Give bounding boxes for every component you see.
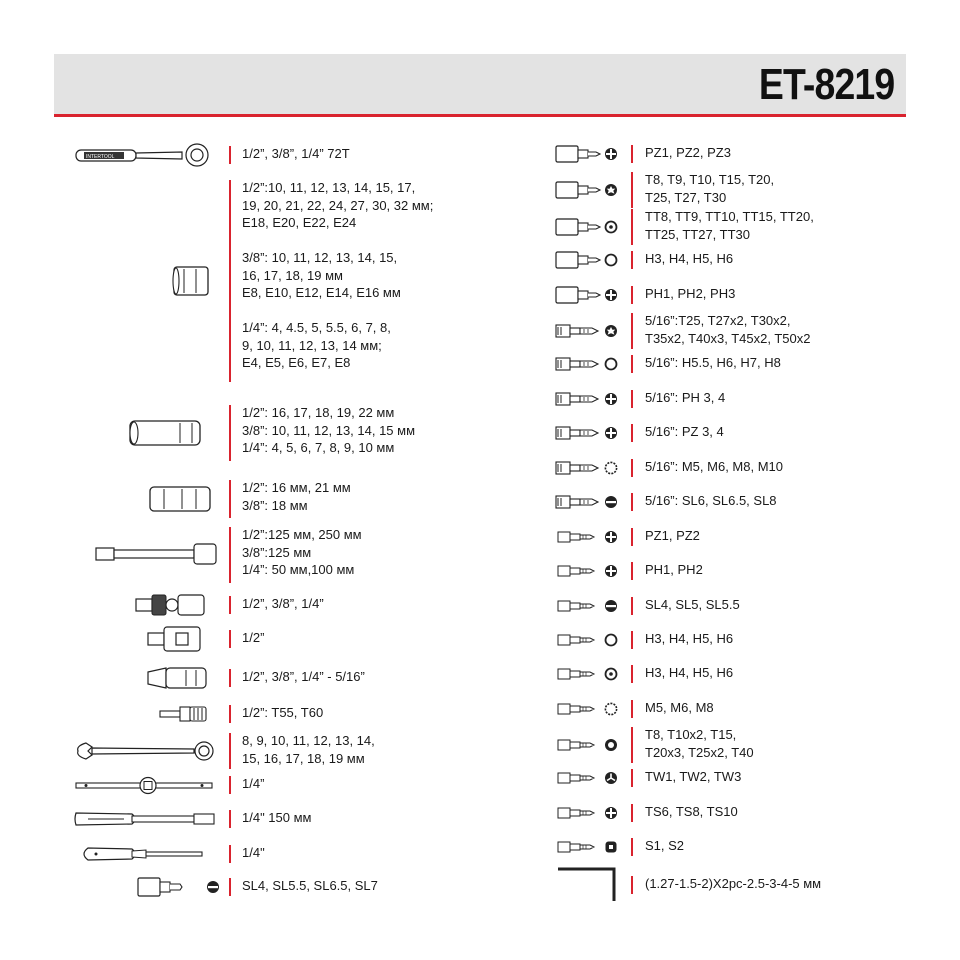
hex-hole-small-bit-icon [554, 663, 624, 685]
deep-socket-icon [112, 415, 222, 451]
tool-spec-text: 5/16”: M5, M6, M8, M10 [645, 459, 783, 474]
tri-wing-bit-icon [554, 767, 624, 789]
tool-spec-text: TS6, TS8, TS10 [645, 804, 738, 819]
tool-spec-text: TT8, TT9, TT10, TT15, TT20, TT25, TT27, TT30 [645, 209, 814, 242]
red-divider [229, 669, 231, 687]
red-divider [631, 355, 633, 373]
tool-spec-text: H3, H4, H5, H6 [645, 631, 734, 646]
red-divider [631, 838, 633, 856]
socket-icon [162, 261, 222, 301]
tool-spec-text: 1/4” [242, 776, 265, 791]
flex-screwdriver-icon [72, 842, 222, 866]
header-bar [54, 54, 906, 117]
ph-bit-socket-icon [554, 284, 624, 306]
red-divider [229, 845, 231, 863]
red-divider [631, 493, 633, 511]
red-divider [631, 769, 633, 787]
bit-holder-icon [152, 704, 222, 724]
tool-spec-text: PZ1, PZ2 [645, 528, 700, 543]
screwdriver-handle-icon [72, 807, 222, 831]
red-divider [631, 665, 633, 683]
t-handle-icon [72, 774, 222, 796]
tamper-torx-bit-socket-icon [554, 216, 624, 238]
tool-spec-text: 5/16”: PZ 3, 4 [645, 424, 724, 439]
red-divider [229, 146, 231, 164]
pz-small-bit-icon [554, 526, 624, 548]
tool-spec-text: 1/2” [242, 630, 265, 645]
tool-spec-text: 5/16”: H5.5, H6, H7, H8 [645, 355, 781, 370]
red-divider [631, 424, 633, 442]
red-divider [229, 405, 231, 461]
red-divider [631, 700, 633, 718]
red-divider [631, 631, 633, 649]
sl-small-bit-icon [554, 595, 624, 617]
slotted-bit-socket-icon [132, 875, 222, 899]
red-divider [229, 630, 231, 648]
torx-bit-socket-icon [554, 179, 624, 201]
red-divider [229, 480, 231, 518]
red-divider [631, 876, 633, 894]
tool-spec-text: 8, 9, 10, 11, 12, 13, 14, 15, 16, 17, 18, 19 мм [242, 733, 375, 766]
ratchet-handle-icon [72, 142, 222, 168]
ph-small-bit-icon [554, 560, 624, 582]
red-divider [229, 596, 231, 614]
tool-spec-text: T8, T9, T10, T15, T20, T25, T27, T30 [645, 172, 775, 205]
red-divider [229, 733, 231, 769]
tool-spec-text: 1/2”: 16 мм, 21 мм 3/8”: 18 мм [242, 480, 351, 513]
red-divider [631, 597, 633, 615]
combination-wrench-icon [72, 738, 222, 764]
torx-small-bit-icon [554, 734, 624, 756]
reducer-adapter-icon [142, 664, 222, 692]
tool-spec-text: H3, H4, H5, H6 [645, 665, 734, 680]
tool-spec-text: TW1, TW2, TW3 [645, 769, 742, 784]
spline-bit-icon [554, 457, 624, 479]
square-bit-icon [554, 836, 624, 858]
tool-spec-text: 1/4" 150 мм [242, 810, 312, 825]
tool-spec-text: 1/2”, 3/8”, 1/4” - 5/16” [242, 669, 365, 684]
tool-spec-text: SL4, SL5.5, SL6.5, SL7 [242, 878, 378, 893]
adapter-icon [142, 625, 222, 653]
red-divider [631, 145, 633, 163]
tool-spec-text: 5/16”: PH 3, 4 [645, 390, 726, 405]
tool-spec-text: S1, S2 [645, 838, 685, 853]
red-divider [229, 705, 231, 723]
tool-spec-text: 1/2”, 3/8”, 1/4” 72T [242, 146, 350, 161]
tool-spec-text: T8, T10x2, T15, T20x3, T25x2, T40 [645, 727, 754, 760]
pz-bit-socket-icon [554, 143, 624, 165]
universal-joint-icon [122, 591, 222, 619]
tool-spec-text: 1/2”:10, 11, 12, 13, 14, 15, 17, 19, 20, 21, 22, 24, 27, 30, 32 мм; E18, E20, E22, E24 3/8”: 10, 11, 12, 13, 14, 15, 16, 17, 18, 19 мм E8, E10, E12, E14, E16 мм 1/4”: 4, 4.5, 5, 5.5, 6, 7, 8, 9, 10, 11, 12, 13, 14 мм; E4, E5, E6, E7, E8 [242, 180, 434, 370]
red-divider [631, 562, 633, 580]
tool-spec-text: M5, M6, M8 [645, 700, 714, 715]
red-divider [631, 459, 633, 477]
tool-spec-text: H3, H4, H5, H6 [645, 251, 734, 266]
tool-spec-text: 5/16”:T25, T27x2, T30x2, T35x2, T40x3, T45x2, T50x2 [645, 313, 811, 346]
red-divider [229, 180, 231, 382]
ph-bit-icon [554, 388, 624, 410]
hex-bit-socket-icon [554, 249, 624, 271]
red-divider [631, 209, 633, 245]
spline-small-bit-icon [554, 698, 624, 720]
spark-plug-socket-icon [142, 481, 222, 517]
hex-key-icon [554, 865, 624, 905]
extension-bar-icon [92, 537, 222, 573]
hex-small-bit-icon [554, 629, 624, 651]
red-divider [631, 528, 633, 546]
page-title: ET-8219 [758, 60, 894, 109]
red-divider [631, 804, 633, 822]
red-divider [229, 810, 231, 828]
tool-spec-text: 1/2”, 3/8”, 1/4” [242, 596, 324, 611]
red-divider [631, 313, 633, 349]
hex-bit-icon [554, 353, 624, 375]
tool-spec-text: 1/4" [242, 845, 265, 860]
tool-spec-text: PZ1, PZ2, PZ3 [645, 145, 731, 160]
torq-set-bit-icon [554, 802, 624, 824]
tool-spec-text: 1/2”: T55, T60 [242, 705, 324, 720]
red-divider [229, 527, 231, 583]
tool-spec-text: 1/2”:125 мм, 250 мм 3/8”:125 мм 1/4”: 50 мм,100 мм [242, 527, 362, 577]
red-divider [631, 286, 633, 304]
red-divider [229, 776, 231, 794]
red-divider [229, 878, 231, 896]
pz-bit-icon [554, 422, 624, 444]
red-divider [631, 727, 633, 763]
torx-bit-icon [554, 320, 624, 342]
tool-spec-text: SL4, SL5, SL5.5 [645, 597, 740, 612]
tool-spec-text: 5/16”: SL6, SL6.5, SL8 [645, 493, 777, 508]
red-divider [631, 172, 633, 208]
red-divider [631, 251, 633, 269]
tool-spec-text: PH1, PH2, PH3 [645, 286, 736, 301]
slotted-bit-icon [554, 491, 624, 513]
red-divider [631, 390, 633, 408]
tool-spec-text: (1.27-1.5-2)X2pc-2.5-3-4-5 мм [645, 876, 822, 891]
tool-spec-text: PH1, PH2 [645, 562, 703, 577]
svg-text:INTERTOOL: INTERTOOL [86, 154, 115, 160]
tool-spec-text: 1/2”: 16, 17, 18, 19, 22 мм 3/8”: 10, 11, 12, 13, 14, 15 мм 1/4”: 4, 5, 6, 7, 8, 9, 10 мм [242, 405, 416, 455]
